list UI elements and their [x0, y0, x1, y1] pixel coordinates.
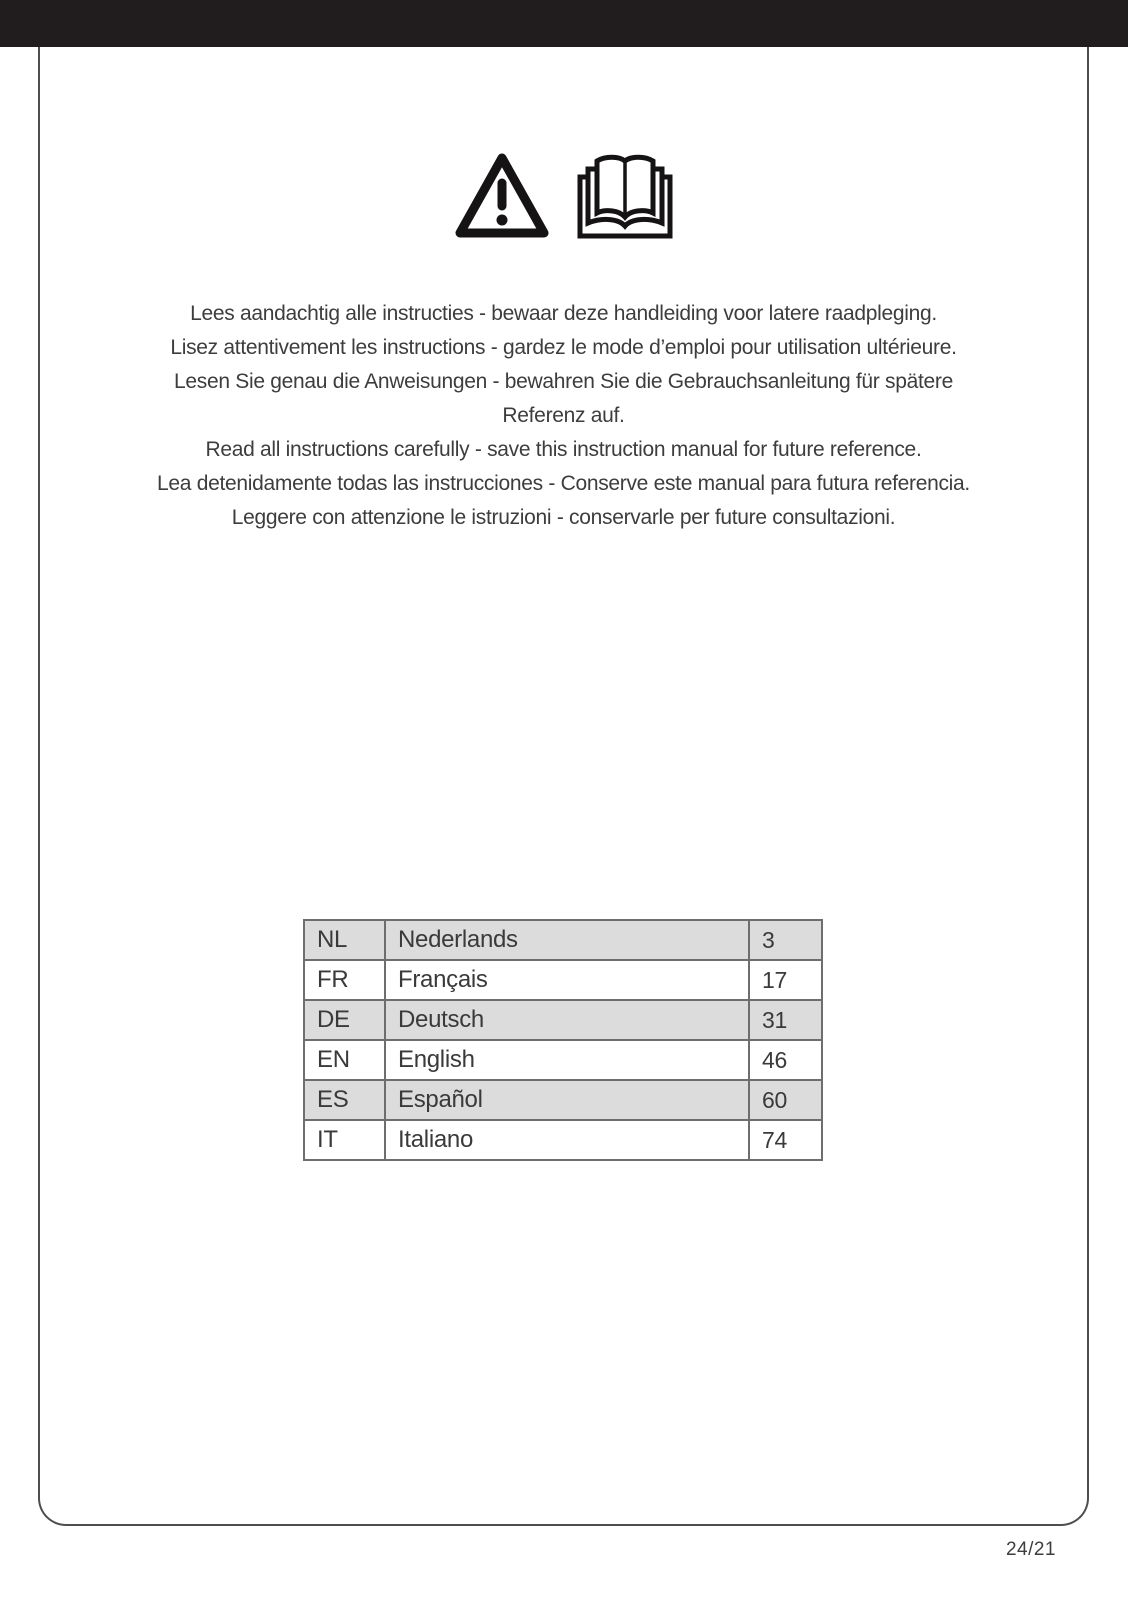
lang-code-cell: NL — [304, 920, 385, 960]
read-manual-icon — [577, 150, 673, 239]
page-number-cell: 3 — [749, 920, 822, 960]
table-row-de — [304, 1000, 822, 1040]
warning-triangle-icon — [455, 150, 549, 240]
top-bar — [0, 0, 1128, 47]
instruction-line-de-cont: Referenz auf. — [502, 404, 625, 427]
lang-code-cell: ES — [304, 1080, 385, 1120]
instruction-line-fr: Lisez attentivement les instructions - gardez le mode d’emploi pour utilisation ultérieure. — [170, 336, 957, 359]
instruction-line-es: Lea detenidamente todas las instrucciones - Conserve este manual para futura referencia. — [157, 472, 970, 495]
page-number-cell: 46 — [749, 1040, 822, 1080]
instruction-line-it: Leggere con attenzione le istruzioni - conservarle per future consultazioni. — [231, 506, 896, 529]
table-row-es — [304, 1080, 822, 1120]
language-name-cell: Deutsch — [385, 1000, 749, 1040]
page-number-cell: 74 — [749, 1120, 822, 1160]
instruction-text-block — [38, 297, 1089, 535]
page-footer-number: 24/21 — [1005, 1539, 1056, 1560]
language-name-cell: English — [385, 1040, 749, 1080]
page-number-cell: 17 — [749, 960, 822, 1000]
lang-code-cell: EN — [304, 1040, 385, 1080]
instruction-line-de: Lesen Sie genau die Anweisungen - bewahren Sie die Gebrauchsanleitung für spätere — [174, 370, 953, 393]
page-number-cell: 60 — [749, 1080, 822, 1120]
lang-code-cell: DE — [304, 1000, 385, 1040]
pictogram-row — [38, 150, 1089, 240]
language-name-cell: Français — [385, 960, 749, 1000]
table-row-nl — [304, 920, 822, 960]
table-row-en — [304, 1040, 822, 1080]
page-frame — [38, 47, 1089, 1526]
lang-code-cell: FR — [304, 960, 385, 1000]
lang-code-cell: IT — [304, 1120, 385, 1160]
instruction-line-en: Read all instructions carefully - save this instruction manual for future reference. — [205, 438, 922, 461]
page-number-cell: 31 — [749, 1000, 822, 1040]
language-name-cell: Español — [385, 1080, 749, 1120]
language-name-cell: Nederlands — [385, 920, 749, 960]
language-name-cell: Italiano — [385, 1120, 749, 1160]
table-row-fr — [304, 960, 822, 1000]
table-row-it — [304, 1120, 822, 1160]
language-index-table — [303, 919, 823, 1161]
instruction-line-nl: Lees aandachtig alle instructies - bewaar deze handleiding voor latere raadpleging. — [190, 302, 937, 325]
